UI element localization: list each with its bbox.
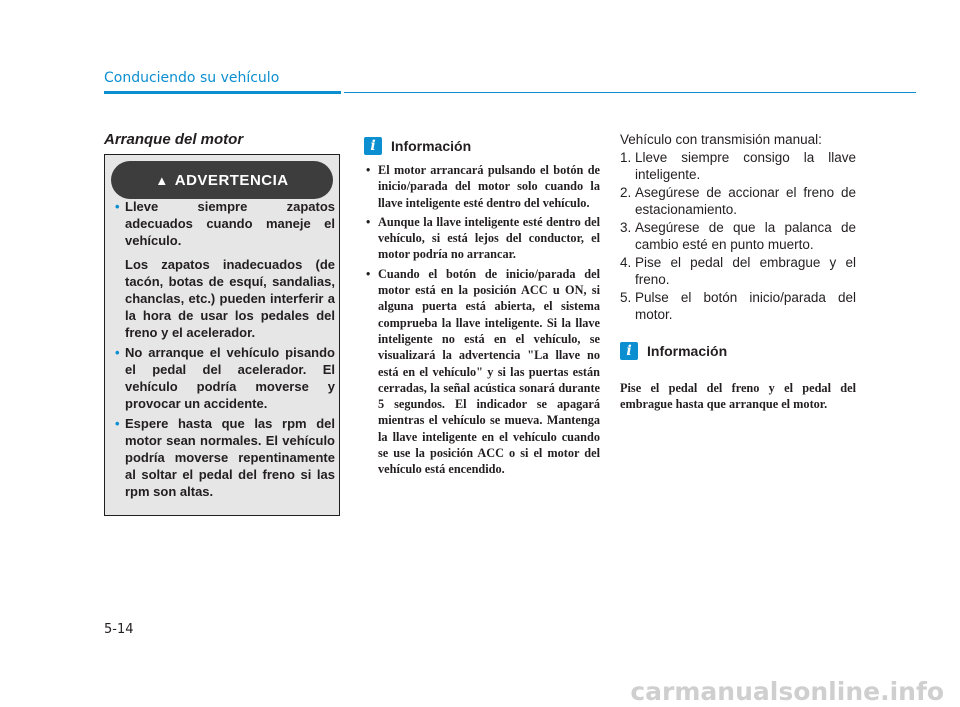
info-heading (620, 342, 727, 360)
warning-item (115, 344, 335, 412)
section-heading: Arranque del motor (104, 131, 244, 148)
warning-box (104, 154, 340, 516)
procedure-step (620, 254, 856, 288)
watermark: carmanualsonline.info (630, 677, 944, 706)
procedure-steps (620, 149, 856, 323)
procedure-step (620, 219, 856, 253)
info-list (364, 162, 600, 481)
step-text: Pulse el botón inicio/parada del motor. (635, 290, 856, 322)
info-icon: i (364, 137, 382, 155)
info-item (364, 266, 600, 478)
step-text: Lleve siempre consigo la llave inteligente. (635, 150, 856, 182)
procedure-intro: Vehículo con transmisión manual: (620, 132, 822, 147)
bullet-icon: • (115, 416, 120, 431)
warning-label: ADVERTENCIA (174, 171, 289, 189)
info-item (364, 214, 600, 263)
info-item-text: Aunque la llave inteligente esté dentro del vehículo, si está lejos del conductor, el motor podría no arrancar. (378, 214, 600, 262)
info-item (364, 162, 600, 211)
header-rule-accent (104, 91, 341, 94)
step-text: Pise el pedal del embrague y el freno. (635, 255, 856, 287)
step-text: Asegúrese de que la palanca de cambio esté en punto muerto. (635, 220, 856, 252)
section-title: Conduciendo su vehículo (104, 70, 280, 86)
info-title: Información (647, 343, 728, 359)
info-item-text: Cuando el botón de inicio/parada del motor está en la posición ACC u ON, si alguna puerta está abierta, el sistema comprueba la llave inteligente. Si la llave inteligente no está en el vehículo, se visualizará la advertencia "La llave no está en el vehículo" y si las puertas están cerradas, la señal acústica sonará durante 5 segundos. El indicador se apagará mientras el vehículo se mueva. Mantenga la llave inteligente en el vehículo cuando se use la posición ACC o si el motor del vehículo está encendido. (378, 266, 600, 477)
bullet-icon: • (366, 266, 371, 281)
step-number: 1. (620, 150, 632, 165)
warning-item-text: Espere hasta que las rpm del motor sean normales. El vehículo podría moverse repentinamente al soltar el pedal del freno si las rpm son altas. (125, 416, 335, 499)
warning-item (115, 415, 335, 500)
header-rule-line (344, 92, 916, 93)
step-number: 5. (620, 290, 632, 305)
warning-header (111, 161, 333, 199)
step-text: Asegúrese de accionar el freno de estacionamiento. (635, 185, 856, 217)
bullet-icon: • (115, 345, 120, 360)
header-rule (104, 91, 916, 94)
step-number: 3. (620, 220, 632, 235)
warning-triangle-icon: ▲ (155, 172, 169, 188)
warning-item-subtext: Los zapatos inadecuados (de tacón, botas de esquí, sandalias, chanclas, etc.) pueden interferir a la hora de usar los pedales del freno y el acelerador. (125, 257, 335, 340)
bullet-icon: • (115, 199, 120, 214)
warning-item (115, 198, 335, 341)
step-number: 2. (620, 185, 632, 200)
info-title: Información (391, 138, 472, 154)
warning-item-text: No arranque el vehículo pisando el pedal del acelerador. El vehículo podría moverse y provocar un accidente. (125, 345, 335, 411)
procedure-step (620, 184, 856, 218)
warning-item-text: Lleve siempre zapatos adecuados cuando maneje el vehículo. (125, 199, 335, 248)
procedure-step (620, 289, 856, 323)
warning-list (115, 198, 335, 503)
info-icon: i (620, 342, 638, 360)
info-heading (364, 137, 471, 155)
procedure-section (620, 131, 856, 324)
page-number: 5-14 (104, 622, 134, 637)
info-text: Pise el pedal del freno y el pedal del embrague hasta que arranque el motor. (620, 381, 856, 412)
procedure-step (620, 149, 856, 183)
step-number: 4. (620, 255, 632, 270)
bullet-icon: • (366, 214, 371, 229)
info-item-text: El motor arrancará pulsando el botón de inicio/parada del motor solo cuando la llave inteligente esté dentro del vehículo. (378, 163, 600, 210)
bullet-icon: • (366, 163, 371, 177)
